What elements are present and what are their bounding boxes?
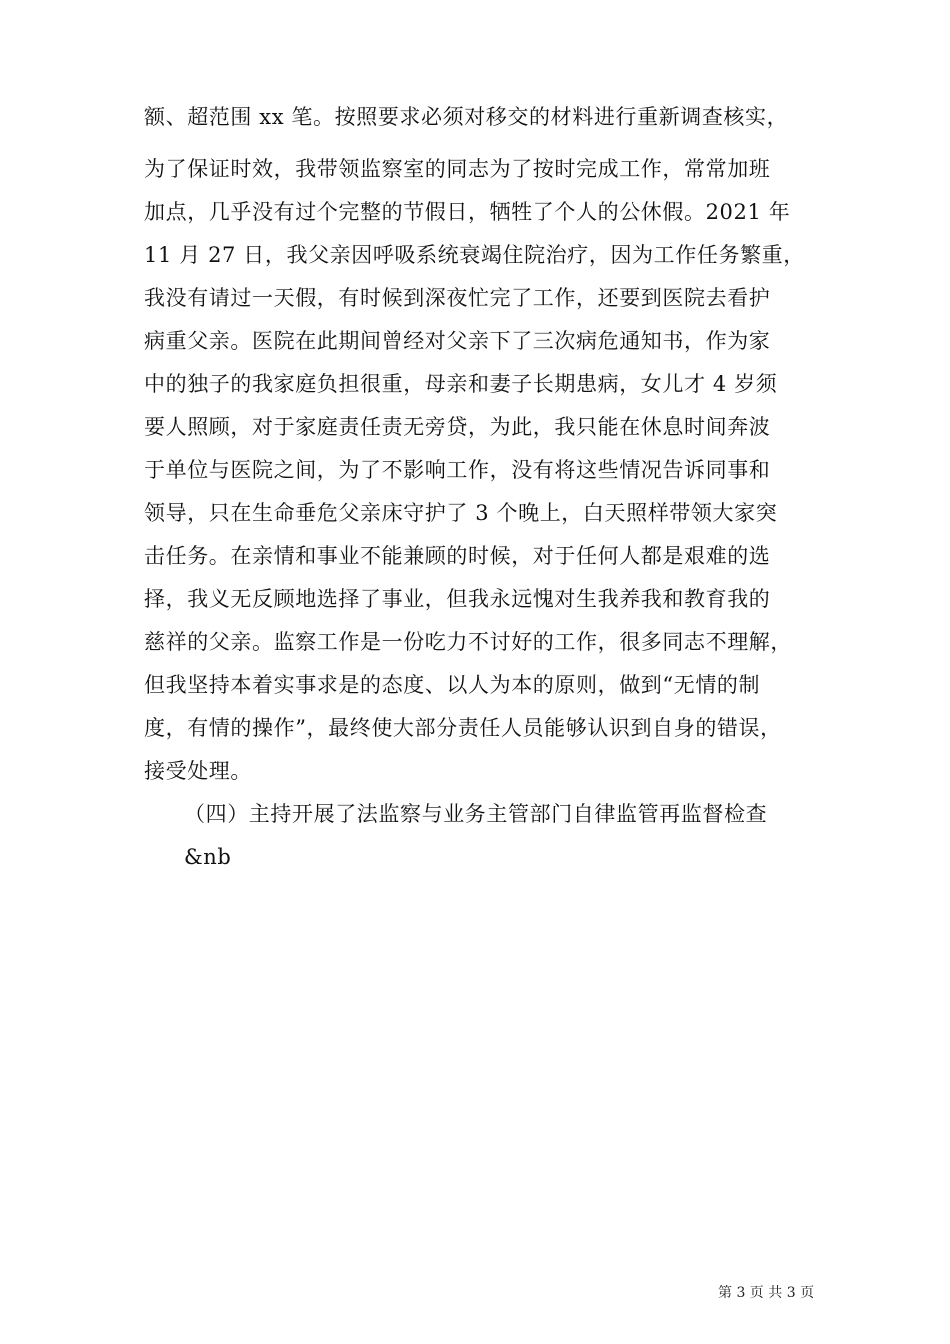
body-text-line: 择，我义无反顾地选择了事业，但我永远愧对生我养我和教育我的 [144,587,771,611]
body-text-line: 额、超范围 xx 笔。按照要求必须对移交的材料进行重新调查核实， [144,105,789,129]
body-text-line: 慈祥的父亲。监察工作是一份吃力不讨好的工作，很多同志不理解， [144,630,792,654]
body-text-line: 病重父亲。医院在此期间曾经对父亲下了三次病危通知书，作为家 [144,329,771,353]
body-text-line: 我没有请过一天假，有时候到深夜忙完了工作，还要到医院去看护 [144,286,771,310]
truncated-text-line: &nb [184,845,232,869]
section-heading-line: （四）主持开展了法监察与业务主管部门自律监管再监督检查 [184,802,768,826]
page-footer: 第 3 页 共 3 页 [718,1285,815,1301]
body-text-line: 但我坚持本着实事求是的态度、以人为本的原则，做到“无情的制 [144,673,761,697]
body-text-line: 于单位与医院之间，为了不影响工作，没有将这些情况告诉同事和 [144,458,771,482]
body-text-line: 加点，几乎没有过个完整的节假日，牺牲了个人的公休假。2021 年 [144,200,791,224]
body-text-line: 中的独子的我家庭负担很重，母亲和妻子长期患病，女儿才 4 岁须 [144,372,778,396]
body-text-line: 击任务。在亲情和事业不能兼顾的时候，对于任何人都是艰难的选 [144,544,771,568]
body-text-line: 11 月 27 日，我父亲因呼吸系统衰竭住院治疗，因为工作任务繁重， [144,243,805,267]
body-text-line: 为了保证时效，我带领监察室的同志为了按时完成工作，常常加班 [144,157,771,181]
body-text-line: 领导，只在生命垂危父亲床守护了 3 个晚上，白天照样带领大家突 [144,501,778,525]
body-text-line: 度，有情的操作”，最终使大部分责任人员能够认识到自身的错误， [144,716,782,740]
body-text-line: 接受处理。 [144,759,252,783]
body-text-line: 要人照顾，对于家庭责任责无旁贷，为此，我只能在休息时间奔波 [144,415,771,439]
